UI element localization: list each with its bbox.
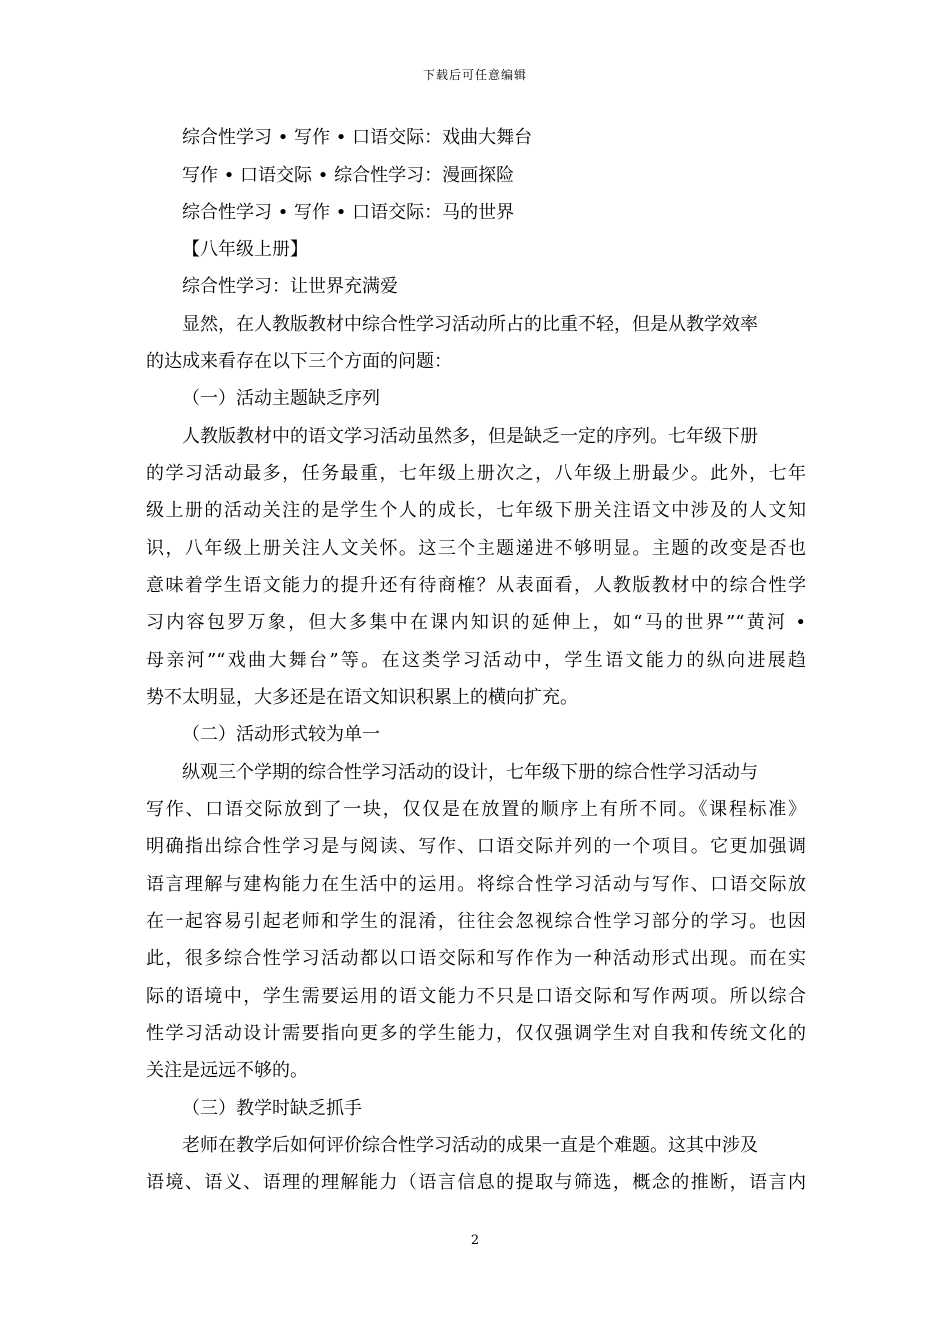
paragraph-line: 纵观三个学期的综合性学习活动的设计，七年级下册的综合性学习活动与 (182, 762, 758, 783)
paragraph-line: 势不太明显，大多还是在语文知识积累上的横向扩充。 (146, 687, 578, 708)
page-number: 2 (470, 1233, 480, 1248)
paragraph-line: 际的语境中，学生需要运用的语文能力不只是口语交际和写作两项。所以综合 (146, 986, 806, 1007)
text-line: 写作 • 口语交际 • 综合性学习：漫画探险 (182, 165, 515, 186)
text-line: 综合性学习 • 写作 • 口语交际：戏曲大舞台 (182, 127, 533, 148)
text-line: 综合性学习：让世界充满爱 (182, 276, 398, 297)
paragraph-line: 意味着学生语文能力的提升还有待商榷？从表面看，人教版教材中的综合性学 (146, 575, 806, 596)
section-heading: 【八年级上册】 (182, 239, 308, 260)
section-heading: （三）教学时缺乏抓手 (182, 1098, 362, 1119)
paragraph-line: 此，很多综合性学习活动都以口语交际和写作作为一种活动形式出现。而在实 (146, 948, 806, 969)
section-heading: （二）活动形式较为单一 (182, 724, 380, 745)
paragraph-line: 显然，在人教版教材中综合性学习活动所占的比重不轻，但是从教学效率 (182, 314, 758, 335)
page-header: 下载后可任意编辑 (422, 68, 527, 82)
text-line: 综合性学习 • 写作 • 口语交际：马的世界 (182, 202, 515, 223)
paragraph-line: 语境、语义、语理的理解能力（语言信息的提取与筛选，概念的推断，语言内 (146, 1172, 806, 1193)
paragraph-line: 级上册的活动关注的是学生个人的成长，七年级下册关注语文中涉及的人文知 (146, 500, 806, 521)
paragraph-line: 关注是远远不够的。 (146, 1060, 308, 1081)
paragraph-line: 习内容包罗万象，但大多集中在课内知识的延伸上，如“马的世界”“黄河 • (146, 612, 806, 633)
paragraph-line: 在一起容易引起老师和学生的混淆，往往会忽视综合性学习部分的学习。也因 (146, 911, 806, 932)
paragraph-line: 语言理解与建构能力在生活中的运用。将综合性学习活动与写作、口语交际放 (146, 874, 806, 895)
paragraph-line: 写作、口语交际放到了一块，仅仅是在放置的顺序上有所不同。《课程标准》 (146, 799, 806, 820)
paragraph-line: 的学习活动最多，任务最重，七年级上册次之，八年级上册最少。此外，七年 (146, 463, 806, 484)
paragraph-line: 识，八年级上册关注人文关怀。这三个主题递进不够明显。主题的改变是否也 (146, 538, 806, 559)
section-heading: （一）活动主题缺乏序列 (182, 388, 380, 409)
paragraph-line: 母亲河”“戏曲大舞台”等。在这类学习活动中，学生语文能力的纵向进展趋 (146, 650, 806, 671)
paragraph-line: 性学习活动设计需要指向更多的学生能力，仅仅强调学生对自我和传统文化的 (146, 1023, 806, 1044)
paragraph-line: 明确指出综合性学习是与阅读、写作、口语交际并列的一个项目。它更加强调 (146, 836, 806, 857)
paragraph-line: 人教版教材中的语文学习活动虽然多，但是缺乏一定的序列。七年级下册 (182, 426, 758, 447)
paragraph-line: 老师在教学后如何评价综合性学习活动的成果一直是个难题。这其中涉及 (182, 1135, 758, 1156)
paragraph-line: 的达成来看存在以下三个方面的问题： (146, 351, 452, 372)
